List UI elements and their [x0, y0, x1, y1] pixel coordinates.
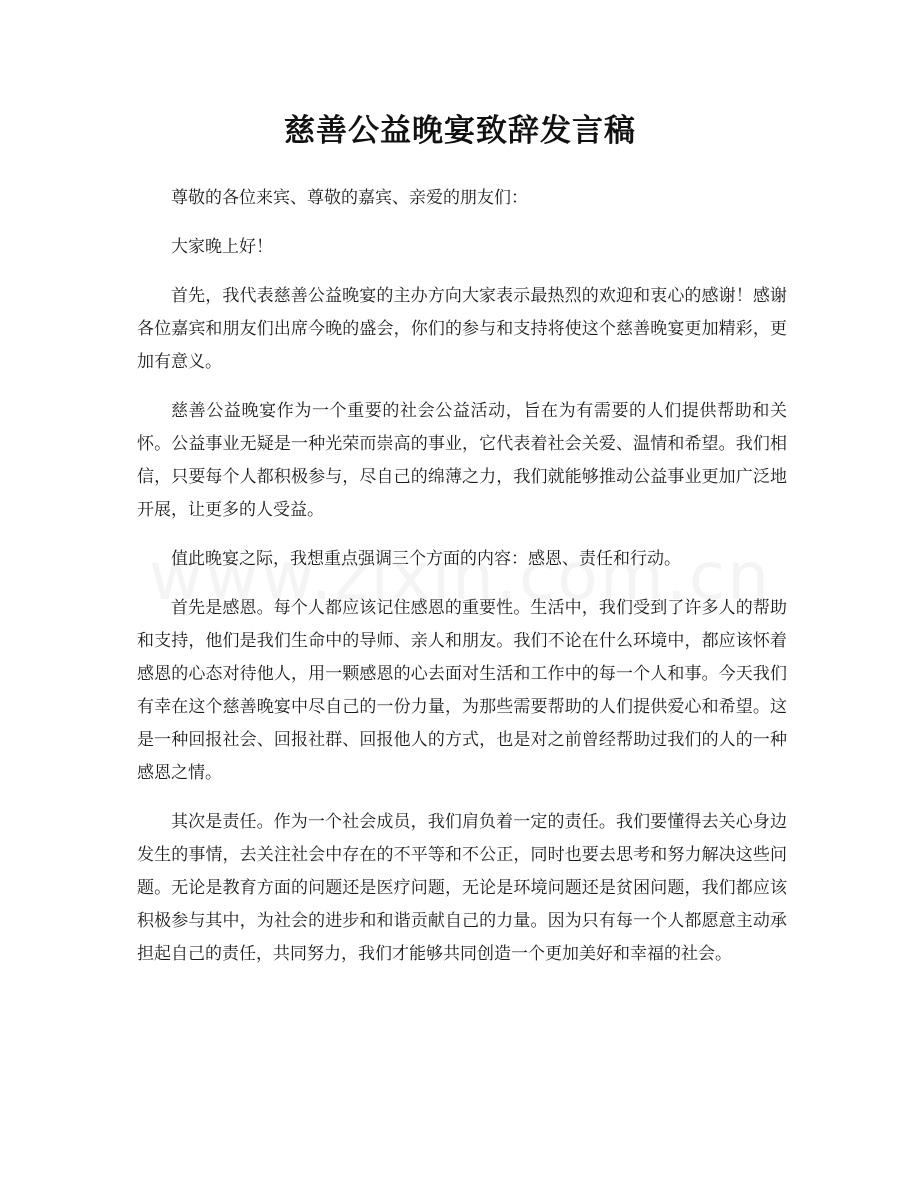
salutation-paragraph: 尊敬的各位来宾、尊敬的嘉宾、亲爱的朋友们： — [171, 188, 528, 208]
responsibility-paragraph: 其次是责任。作为一个社会成员，我们肩负着一定的责任。我们要懂得去关心身边发生的事情，去关注社会中存在的不平等和不公正，同时也要去思考和努力解决这些问题。无论是教育方面的问题还是医疗问题，无论是环境问题还是贫困问题，我们都应该积极参与其中，为社会的进步和和谐贡献自己的力量。因为只有每一个人都愿意主动承担起自己的责任，共同努力，我们才能够共同创造一个更加美好和幸福的社会。 — [137, 812, 787, 964]
document-title: 慈善公益晚宴致辞发言稿 — [284, 113, 636, 149]
gratitude-paragraph: 首先是感恩。每个人都应该记住感恩的重要性。生活中，我们受到了许多人的帮助和支持，他们是我们生命中的导师、亲人和朋友。我们不论在什么环境中，都应该怀着感恩的心态对待他人，用一颗感恩的心去面对生活和工作中的每一个人和事。今天我们有幸在这个慈善晚宴中尽自己的一份力量，为那些需要帮助的人们提供爱心和希望。这是一种回报社会、回报社群、回报他人的方式，也是对之前曾经帮助过我们的人的一种感恩之情。 — [137, 598, 787, 783]
purpose-paragraph: 慈善公益晚宴作为一个重要的社会公益活动，旨在为有需要的人们提供帮助和关怀。公益事业无疑是一种光荣而崇高的事业，它代表着社会关爱、温情和希望。我们相信，只要每个人都积极参与，尽自己的绵薄之力，我们就能够推动公益事业更加广泛地开展，让更多的人受益。 — [137, 401, 787, 520]
themes-paragraph: 值此晚宴之际，我想重点强调三个方面的内容：感恩、责任和行动。 — [171, 549, 681, 569]
greeting-paragraph: 大家晚上好！ — [171, 237, 273, 257]
document-body — [137, 182, 787, 987]
welcome-paragraph: 首先，我代表慈善公益晚宴的主办方向大家表示最热烈的欢迎和衷心的感谢！感谢各位嘉宾和朋友们出席今晚的盛会，你们的参与和支持将使这个慈善晚宴更加精彩，更加有意义。 — [137, 286, 787, 372]
